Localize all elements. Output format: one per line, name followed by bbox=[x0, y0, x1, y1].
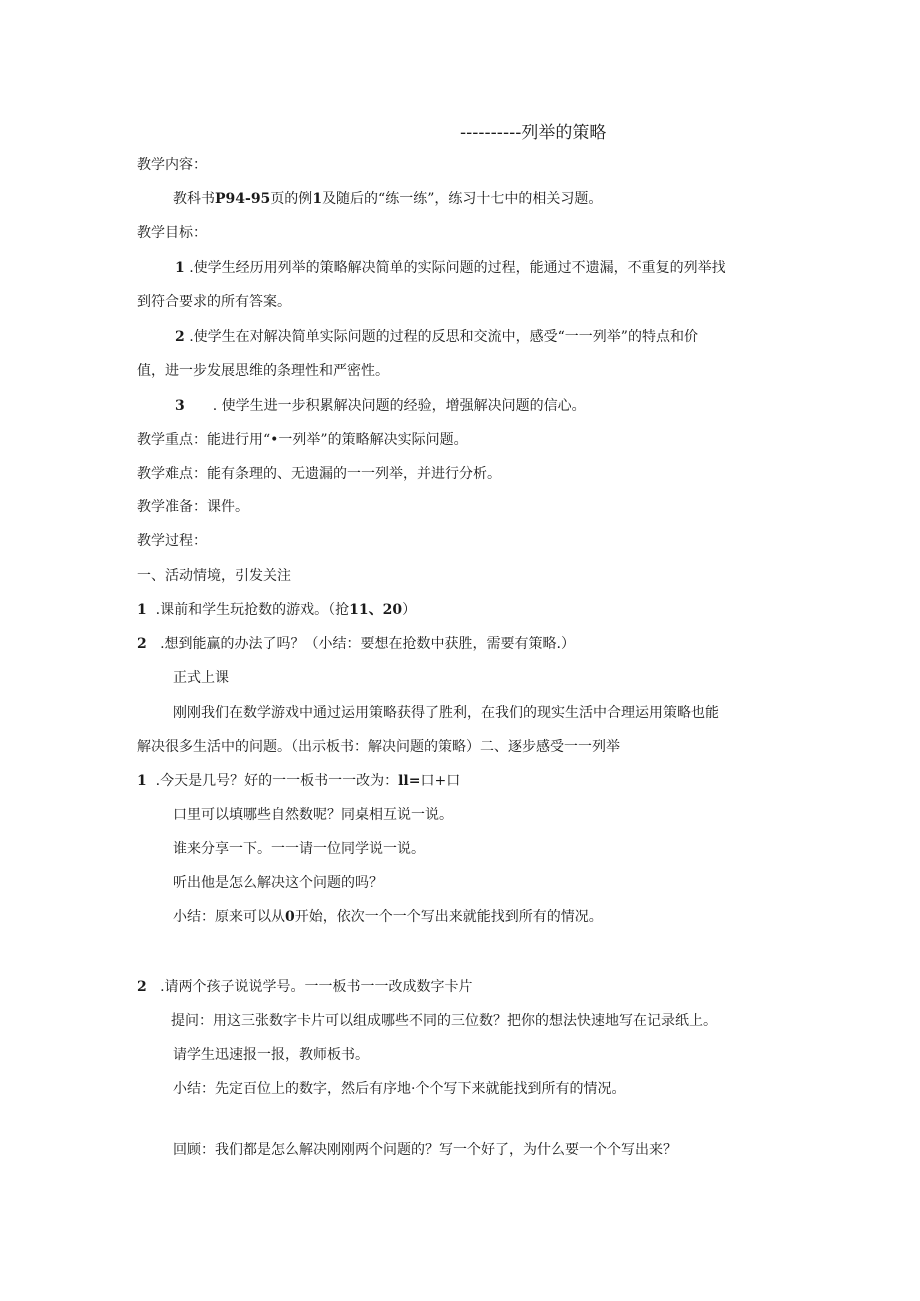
s1-item-2-number: 2 bbox=[137, 636, 147, 652]
review: 回顾：我们都是怎么解决刚刚两个问题的？写一个好了，为什么要一个个写出来？ bbox=[173, 1142, 677, 1158]
s1-item-1-number: 1 bbox=[137, 602, 147, 618]
goal-2-line-1: .使学生在对解决简单实际问题的过程的反思和交流中，感受“一一列举”的特点和价 bbox=[189, 329, 698, 345]
paragraph-1-line-1: 刚刚我们在数学游戏中通过运用策略获得了胜利，在我们的现实生活中合理运用策略也能 bbox=[173, 705, 719, 721]
summary-1-zero: 0 bbox=[285, 909, 295, 925]
section-2-summary-2: 小结：先定百位上的数字，然后有序地·个个写下来就能找到所有的情况。 bbox=[173, 1081, 626, 1097]
s2-item-2-number: 2 bbox=[137, 979, 147, 995]
s1-item-1-text: .课前和学生玩抢数的游戏。（抢 bbox=[155, 602, 350, 618]
s2-item-1-bold: ll= bbox=[398, 773, 421, 789]
content-text bbox=[173, 189, 602, 209]
goals-label: 教学目标： bbox=[137, 225, 207, 241]
goal-1 bbox=[175, 258, 726, 278]
section-1-item-1 bbox=[137, 600, 416, 620]
s2-item-1-end: 口+口 bbox=[420, 773, 461, 789]
s1-item-2-text: .想到能赢的办法了吗？（小结：要想在抢数中获胜，需要有策略.） bbox=[160, 636, 576, 652]
section-2-item-2 bbox=[137, 977, 473, 997]
paragraph-1-line-2: 解决很多生活中的问题。（出示板书：解决问题的策略）二、逐步感受一一列举 bbox=[137, 739, 620, 755]
summary-1-b: 开始，依次一个一个写出来就能找到所有的情况。 bbox=[294, 909, 603, 925]
goal-3-text: . 使学生进一步积累解决问题的经验，增强解决问题的信心。 bbox=[212, 398, 586, 414]
s1-item-1-bold: 11、20 bbox=[349, 602, 403, 618]
goal-2-line-2: 值，进一步发展思维的条理性和严密性。 bbox=[137, 363, 389, 379]
content-example-no: 1 bbox=[312, 191, 323, 207]
section-2-question-2: 谁来分享一下。一一请一位同学说一说。 bbox=[173, 841, 425, 857]
page-title: ----------列举的策略 bbox=[460, 123, 607, 143]
key-point: 教学重点：能进行用“•一列举”的策略解决实际问题。 bbox=[137, 432, 468, 448]
content-text-c: 及随后的“练一练”，练习十七中的相关习题。 bbox=[322, 191, 603, 207]
goal-1-line-1: .使学生经历用列举的策略解决简单的实际问题的过程，能通过不遗漏，不重复的列举找 bbox=[189, 260, 726, 276]
section-1-heading: 一、活动情境，引发关注 bbox=[137, 568, 291, 584]
section-1-item-2 bbox=[137, 634, 575, 654]
section-2-item-1 bbox=[137, 771, 460, 791]
process-label: 教学过程： bbox=[137, 533, 207, 549]
goal-1-number: 1 bbox=[175, 260, 185, 276]
s2-item-1-text: .今天是几号？好的一一板书一一改为： bbox=[155, 773, 399, 789]
preparation: 教学准备：课件。 bbox=[137, 499, 249, 515]
goal-3-number: 3 bbox=[175, 398, 185, 414]
section-2-question-4: 提问：用这三张数字卡片可以组成哪些不同的三位数？把你的想法快速地写在记录纸上。 bbox=[171, 1013, 717, 1029]
section-2-summary-1 bbox=[173, 907, 603, 927]
goal-1-line-2: 到符合要求的所有答案。 bbox=[137, 294, 291, 310]
summary-1-a: 小结：原来可以从 bbox=[173, 909, 285, 925]
content-pages: P94-95 bbox=[215, 191, 271, 207]
goal-2-number: 2 bbox=[175, 329, 185, 345]
formal-class: 正式上课 bbox=[173, 670, 229, 686]
goal-3 bbox=[175, 396, 586, 416]
content-text-a: 教科书 bbox=[173, 191, 215, 207]
s2-item-2-text: .请两个孩子说说学号。一一板书一一改成数字卡片 bbox=[160, 979, 473, 995]
s2-item-1-number: 1 bbox=[137, 773, 147, 789]
section-2-question-5: 请学生迅速报一报，教师板书。 bbox=[173, 1047, 369, 1063]
content-label: 教学内容： bbox=[137, 157, 207, 173]
section-2-question-1: 口里可以填哪些自然数呢？同桌相互说一说。 bbox=[173, 807, 453, 823]
difficulty: 教学难点：能有条理的、无遗漏的一一列举，并进行分析。 bbox=[137, 466, 501, 482]
goal-2 bbox=[175, 327, 698, 347]
content-text-b: 页的例 bbox=[270, 191, 313, 207]
section-2-question-3: 听出他是怎么解决这个问题的吗？ bbox=[173, 875, 383, 891]
s1-item-1-end: ） bbox=[402, 602, 417, 618]
